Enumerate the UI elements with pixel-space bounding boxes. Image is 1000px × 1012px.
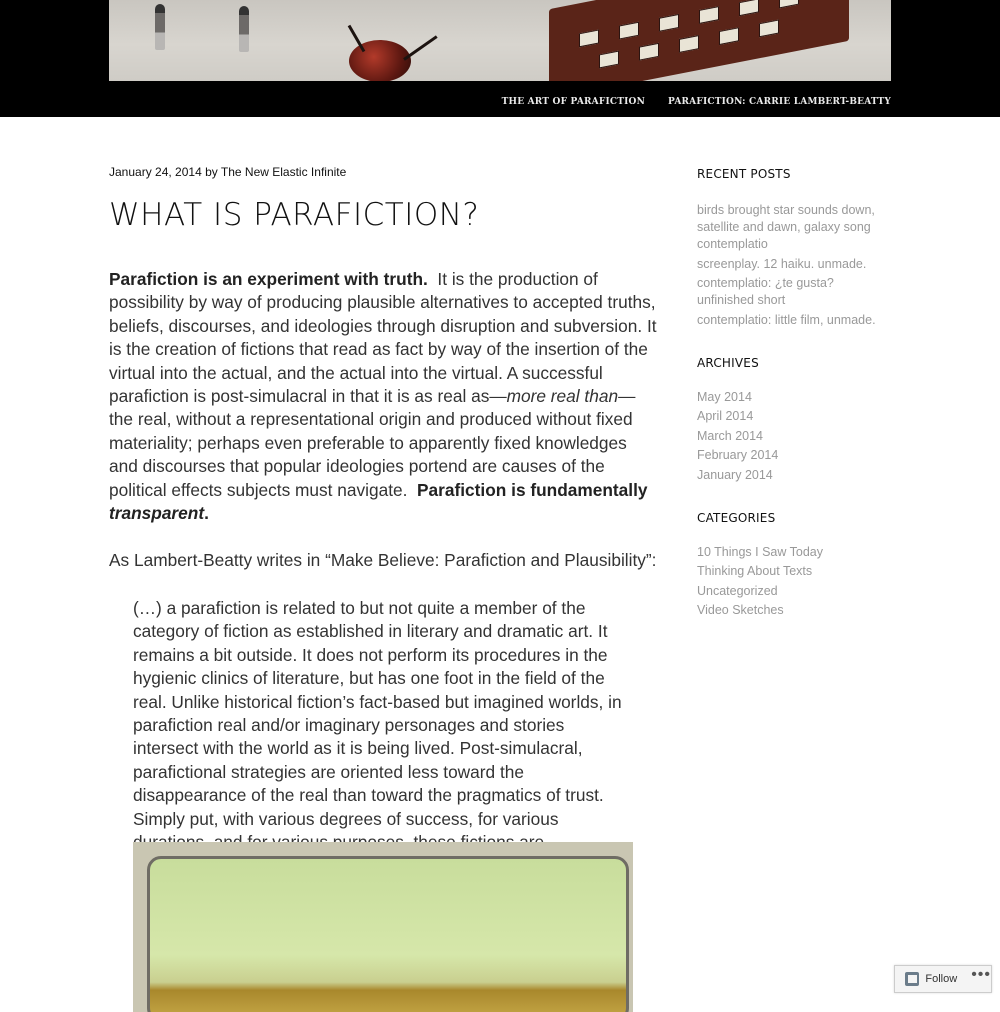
archives-list bbox=[697, 389, 887, 484]
closing-period: . bbox=[204, 503, 209, 524]
widget-title-recent-posts: RECENT POSTS bbox=[697, 167, 791, 181]
list-item bbox=[697, 202, 887, 253]
recent-posts-list bbox=[697, 202, 887, 329]
list-item bbox=[697, 389, 887, 406]
post-title: WHAT IS PARAFICTION? bbox=[109, 197, 480, 233]
post-by-label: by bbox=[205, 165, 218, 179]
category-link[interactable]: Thinking About Texts bbox=[697, 564, 813, 578]
list-item bbox=[697, 544, 887, 561]
recent-post-link[interactable]: contemplatio: little film, unmade. bbox=[697, 312, 876, 327]
recent-post-link[interactable]: contemplatio: ¿te gusta? unfinished short bbox=[697, 276, 834, 307]
wordpress-icon bbox=[905, 972, 919, 986]
main-navigation bbox=[502, 97, 891, 107]
sidebar bbox=[697, 167, 887, 622]
categories-list bbox=[697, 544, 887, 620]
post-author-link[interactable]: The New Elastic Infinite bbox=[220, 165, 347, 179]
list-item bbox=[697, 583, 887, 600]
category-link[interactable]: Uncategorized bbox=[697, 583, 778, 598]
header-image[interactable] bbox=[109, 0, 891, 81]
beetle-leg bbox=[403, 35, 437, 60]
widget-title-archives: ARCHIVES bbox=[697, 355, 759, 370]
person-figure bbox=[155, 4, 165, 50]
list-item bbox=[697, 408, 887, 425]
block-quote: (…) a parafiction is related to but not quite a member of the category of fiction as established in literary and dramatic art. It remains a bit outside. It does not perform its procedures in the hygienic clinics of literature, but has one foot in the field of the real. Unlike historical fiction’s fact-based but imagined worlds, in parafiction real and/or imaginary personages and stories intersect with the world as it is being lived. Post-simulacral, parafictional strategies are oriented less toward the disappearance of the real than toward the pragmatics of trust. Simply put, with various degrees of success, for various bbox=[133, 597, 622, 829]
paragraph-text: —the real, without a representational origin and produced without fixed materiality; perhaps even preferable to apparently fixed knowledges and discourses that popular ideologies portend are causes of the political effects subjects must navigate. bbox=[109, 386, 636, 500]
paragraph-text: It is the production of possibility by way of producing plausible alternatives to accepted truths, beliefs, discourses, and ideologies through disruption and subversion. It is the creation of fictions that read as fact by way of the insertion of the virtual into the actual, and the actual into the virtual. A successful parafiction is post-simulacral in that it is as real as— bbox=[109, 269, 657, 407]
archive-link[interactable]: May 2014 bbox=[697, 389, 752, 404]
archive-link[interactable]: February 2014 bbox=[697, 448, 779, 462]
archive-link[interactable]: January 2014 bbox=[697, 467, 773, 482]
emphasis-text: more real than bbox=[506, 386, 619, 407]
list-item bbox=[697, 602, 887, 619]
post-date-link[interactable]: January 24, 2014 bbox=[109, 165, 202, 179]
nav-link-parafiction-lambert-beatty[interactable]: PARAFICTION: CARRIE LAMBERT-BEATTY bbox=[668, 97, 891, 107]
category-link[interactable]: Video Sketches bbox=[697, 603, 784, 617]
list-item bbox=[697, 275, 887, 309]
category-link[interactable]: 10 Things I Saw Today bbox=[697, 544, 824, 559]
recent-posts-widget bbox=[697, 167, 887, 329]
archive-link[interactable]: March 2014 bbox=[697, 428, 764, 443]
follow-label: Follow bbox=[925, 973, 958, 985]
post-image[interactable] bbox=[133, 842, 633, 1012]
list-item bbox=[697, 428, 887, 445]
archives-widget bbox=[697, 356, 887, 484]
closing-bold-italic-text: transparent bbox=[109, 503, 205, 524]
list-item bbox=[697, 467, 887, 484]
list-item bbox=[697, 447, 887, 464]
post-article bbox=[109, 160, 657, 925]
archive-link[interactable]: April 2014 bbox=[697, 409, 754, 423]
person-figure bbox=[239, 6, 249, 52]
recent-post-link[interactable]: screenplay. 12 haiku. unmade. bbox=[697, 256, 867, 271]
follow-button[interactable] bbox=[894, 965, 992, 993]
widget-title-categories: CATEGORIES bbox=[697, 510, 776, 525]
list-item bbox=[697, 312, 887, 329]
recent-post-link[interactable]: birds brought star sounds down, satellite and dawn, galaxy song contemplatio bbox=[697, 203, 875, 251]
more-options-icon[interactable]: ••• bbox=[971, 966, 991, 983]
photo-frame bbox=[147, 856, 629, 1012]
nav-link-art-of-parafiction[interactable]: THE ART OF PARAFICTION bbox=[501, 97, 645, 107]
post-paragraph bbox=[109, 268, 657, 525]
post-meta bbox=[109, 165, 657, 179]
lead-sentence: Parafiction is an experiment with truth. bbox=[109, 269, 428, 289]
list-item bbox=[697, 256, 887, 273]
display-cabinet bbox=[549, 0, 849, 81]
quote-intro-paragraph: As Lambert-Beatty writes in “Make Believe: Parafiction and Plausibility”: bbox=[109, 550, 657, 571]
closing-bold-text: Parafiction is fundamentally bbox=[417, 479, 648, 500]
categories-widget bbox=[697, 511, 887, 620]
site-header bbox=[0, 0, 1000, 117]
list-item bbox=[697, 563, 887, 580]
